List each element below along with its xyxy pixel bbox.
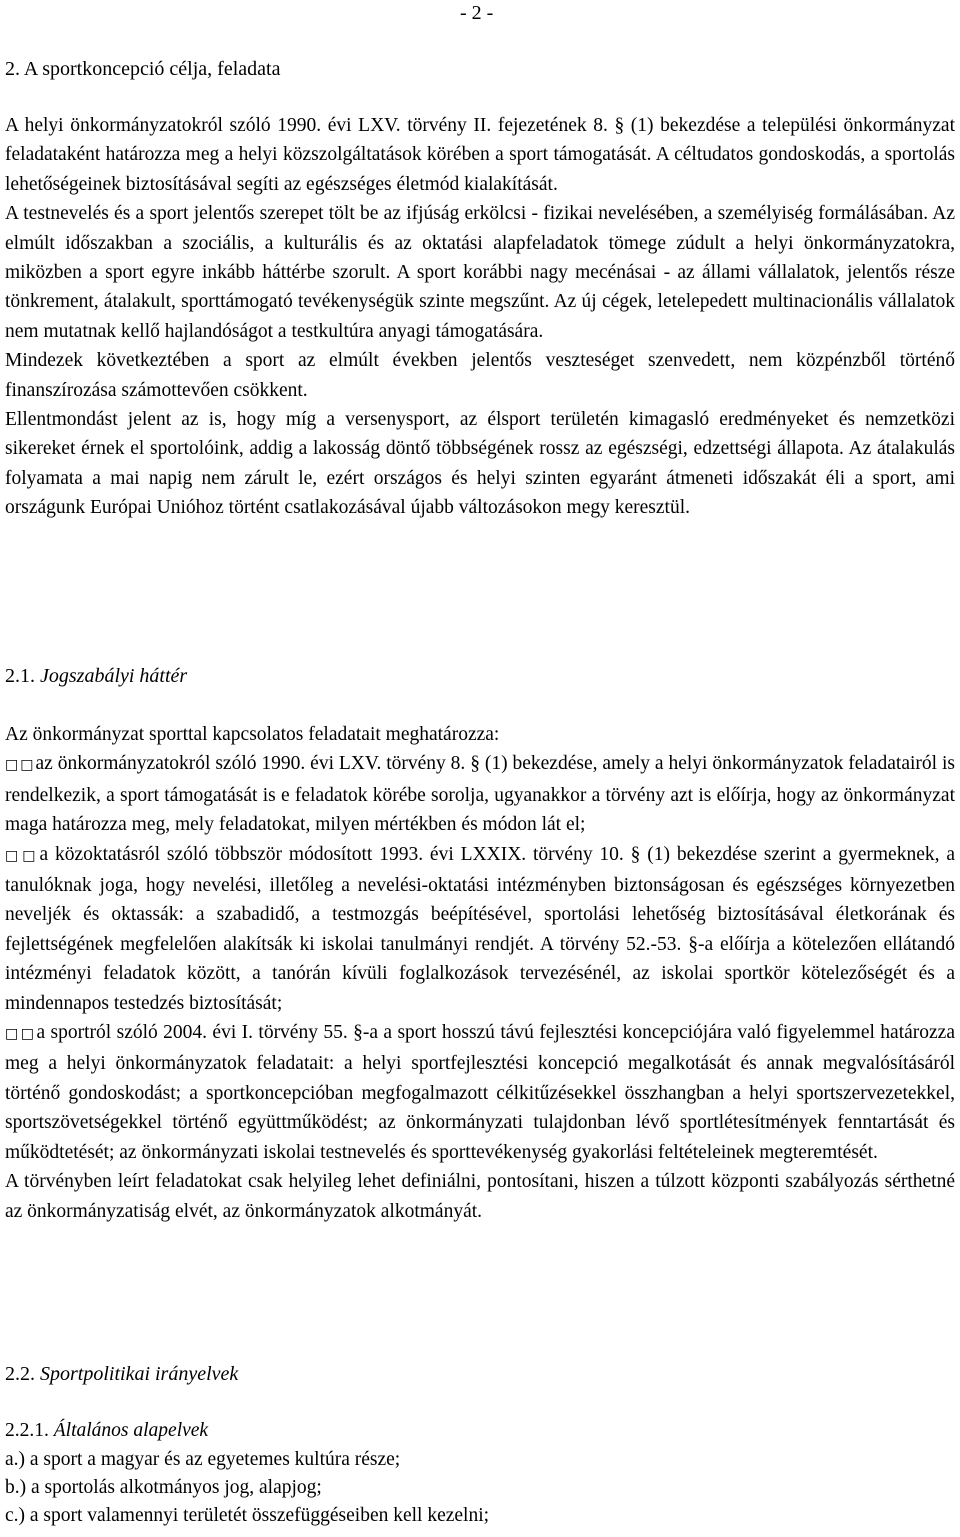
- checkbox-bullet-icon: □□: [5, 847, 40, 864]
- section-title: Jogszabályi háttér: [40, 665, 188, 687]
- section-heading-2-1: [5, 662, 955, 690]
- list-item: [5, 749, 955, 839]
- subsection-heading-2-2-1: [5, 1417, 955, 1445]
- principles-list: [5, 1446, 955, 1530]
- list-item: c.) a sport valamennyi területét összefüggéseiben kell kezelni;: [5, 1505, 490, 1526]
- subsection-title: Általános alapelvek: [53, 1420, 209, 1441]
- list-item: b.) a sportolás alkotmányos jog, alapjog;: [5, 1477, 322, 1498]
- list-item: a.) a sport a magyar és az egyetemes kultúra része;: [5, 1449, 401, 1470]
- list-item: [5, 1018, 955, 1167]
- checkbox-bullet-icon: □□: [5, 757, 36, 774]
- paragraph: Ellentmondást jelent az is, hogy míg a versenysport, az élsport területén kimagasló eredményeket és nemzetközi sikereket érnek el sportolóink, addig a lakosság döntő többségének rossz az egészségi, edzettségi állapota. Az átalakulás folyamata a mai napig nem zárult le, ezért országos és helyi szinten egyaránt átmeneti időszakát éli a sport, ami országunk Európai Unióhoz történt csatlakozásával újabb változásokon megy keresztül.: [5, 409, 955, 519]
- intro-text: [5, 111, 955, 523]
- paragraph: Mindezek következtében a sport az elmúlt években jelentős veszteséget szenvedett, nem közpénzből történő finanszírozása számottevően csökkent.: [5, 350, 955, 401]
- subsection-number: 2.2.1.: [5, 1420, 49, 1441]
- checkbox-bullet-icon: □□: [5, 1026, 37, 1043]
- paragraph: A helyi önkormányzatokról szóló 1990. évi LXV. törvény II. fejezetének 8. § (1) bekezdése a települési önkormányzat feladataként határozza meg a helyi közszolgáltatások körében a sport támogatását. A céltudatos gondoskodás, a sportolás lehetőségeinek biztosításával segíti az egészséges életmód kialakítását.: [5, 115, 955, 195]
- paragraph: A törvényben leírt feladatokat csak helyileg lehet definiálni, pontosítani, hiszen a túlzott központi szabályozás sérthetné az önkormányzatiság elvét, az önkormányzatok alkotmányát.: [5, 1171, 955, 1222]
- lead-line: Az önkormányzat sporttal kapcsolatos feladatait meghatározza:: [5, 724, 500, 745]
- legal-background-text: [5, 720, 955, 1226]
- section-title: Sportpolitikai irányelvek: [40, 1363, 239, 1385]
- list-item: [5, 840, 955, 1018]
- paragraph: A testnevelés és a sport jelentős szerepet tölt be az ifjúság erkölcsi - fizikai nevelésében, a személyiség formálásában. Az elmúlt időszakban a szociális, a kulturális és az oktatási alapfeladatok tömege zúdult a helyi önkormányzatokra, miközben a sport egyre inkább háttérbe szorult. A sport korábbi nagy mecénásai - az állami vállalatok, jelentős része tönkrement, átalakult, sporttámogató tevékenységük szinte megszűnt. Az új cégek, letelepedett multinacionális vállalatok nem mutatnak kellő hajlandóságot a testkultúra anyagi támogatására.: [5, 203, 955, 342]
- section-heading-2-2: [5, 1360, 955, 1388]
- list-item-text: a közoktatásról szóló többször módosított 1993. évi LXXIX. törvény 10. § (1) bekezdése szerint a gyermeknek, a tanulóknak joga, hogy nevelési, illetőleg a nevelési-oktatási intézményben biztonságosan és egészséges környezetben neveljék és oktassák: a szabadidő, a testmozgás beépítésével, sportolási lehetőség biztosításával életkorának és fejlettségének megfelelően alakítsák ki iskolai tanulmányi rendjét. A törvény 52.-53. §-a előírja a kötelezően ellátandó intézményi feladatok között, a tanórán kívüli foglalkozások tervezésénél, az iskolai sportkör kötelezőségét és a mindennapos testedzés biztosítását;: [5, 843, 955, 1014]
- section-number: 2.1.: [5, 665, 35, 687]
- list-item-text: a sportról szóló 2004. évi I. törvény 55. §-a a sport hosszú távú fejlesztési koncepciójára való figyelemmel határozza meg a helyi önkormányzatok feladatait: a helyi sportfejlesztési koncepció megalkotását és annak megvalósításáról történő gondoskodást; a sportkoncepcióban megfogalmazott célkitűzésekkel összhangban a helyi sportszervezetekkel, sportszövetségekkel történő együttműködést; az önkormányzati tulajdonban lévő sportlétesítmények fenntartását és működtetését; az önkormányzati iskolai testnevelés és sporttevékenység gyakorlási feltételeinek megteremtését.: [5, 1022, 955, 1163]
- page-number: - 2 -: [460, 2, 494, 24]
- section-number: 2.2.: [5, 1363, 35, 1385]
- chapter-title: 2. A sportkoncepció célja, feladata: [5, 58, 281, 80]
- list-item-text: az önkormányzatokról szóló 1990. évi LXV. törvény 8. § (1) bekezdése, amely a helyi önkormányzatok feladatairól is rendelkezik, a sport támogatását is e feladatok körébe sorolja, ugyanakkor a törvény azt is előírja, hogy az önkormányzat maga határozza meg, mely feladatokat, milyen mértékben és módon lát el;: [5, 753, 955, 836]
